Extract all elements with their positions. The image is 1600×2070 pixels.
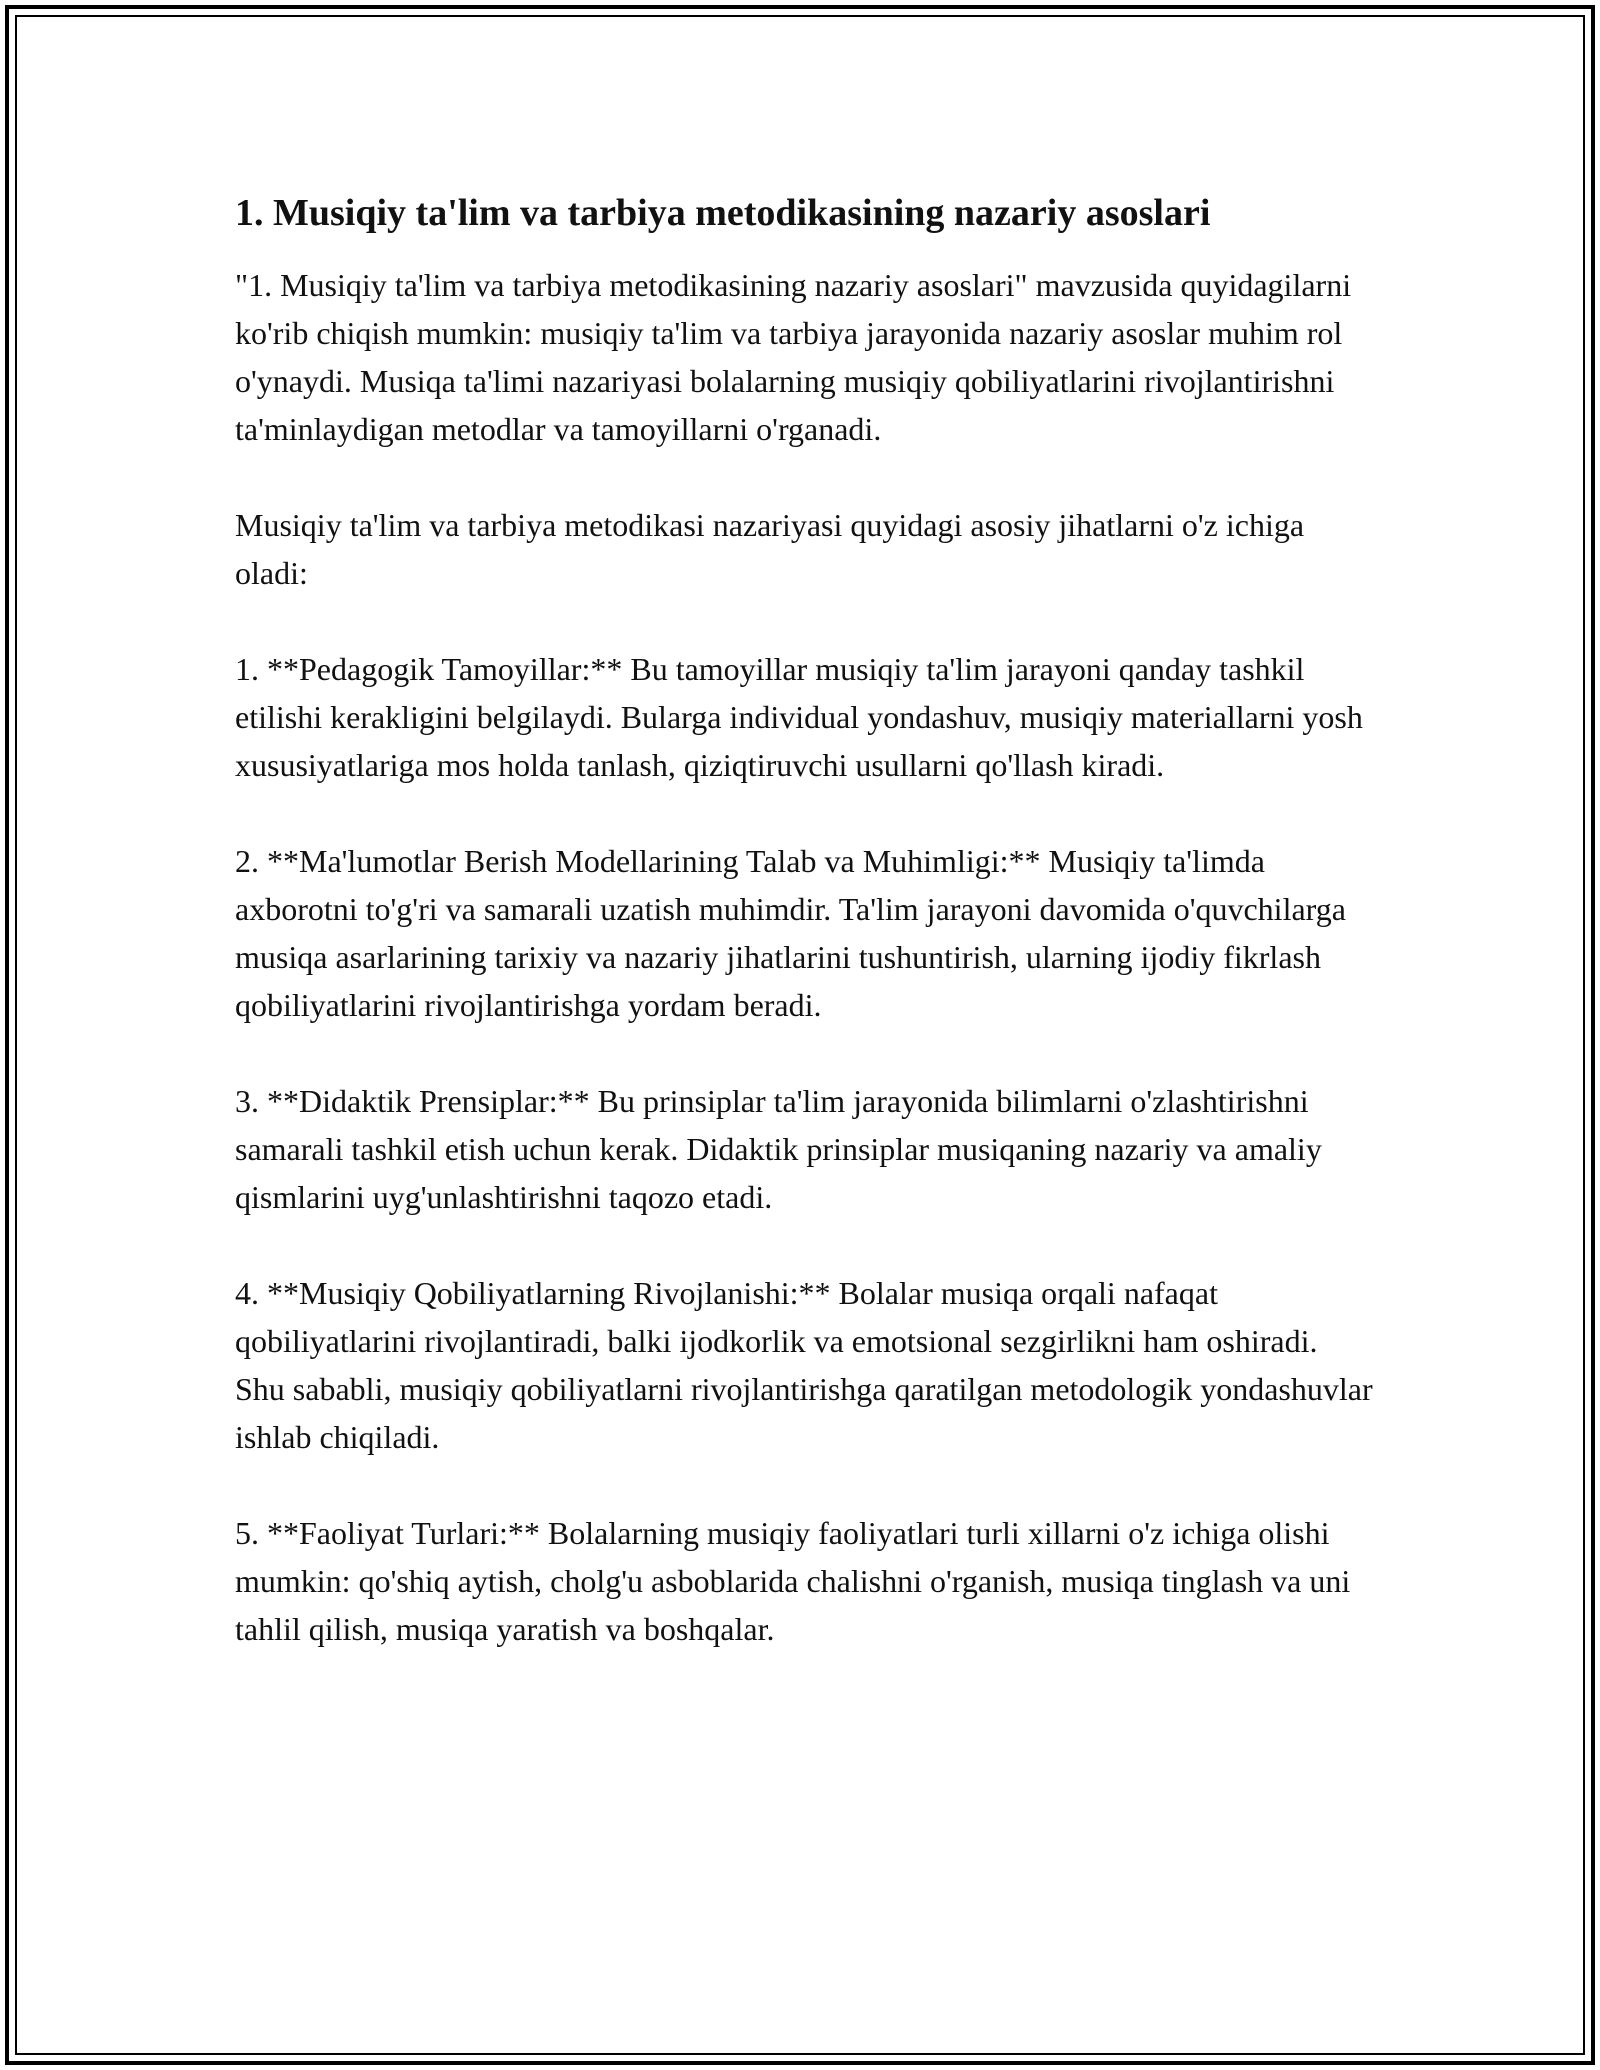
document-title: 1. Musiqiy ta'lim va tarbiya metodikasining nazariy asoslari: [235, 192, 1211, 234]
list-item-pedagogik-tamoyillar: 1. **Pedagogik Tamoyillar:** Bu tamoyillar musiqiy ta'lim jarayoni qanday tashkil etilishi kerakligini belgilaydi. Bularga individual yondashuv, musiqiy materiallarni yosh xususiyatlariga mos holda tanlash, qiziqtiruvchi usullarni qo'llash kiradi.: [235, 651, 1363, 783]
list-item-didaktik-prensiplar: 3. **Didaktik Prensiplar:** Bu prinsiplar ta'lim jarayonida bilimlarni o'zlashtirishni samarali tashkil etish uchun kerak. Didaktik prinsiplar musiqaning nazariy va amaliy qismlarini uyg'unlashtirishni taqozo etadi.: [235, 1083, 1322, 1215]
list-item-musiqiy-qobiliyatlar: 4. **Musiqiy Qobiliyatlarning Rivojlanishi:** Bolalar musiqa orqali nafaqat qobiliyatlarini rivojlantiradi, balki ijodkorlik va emotsional sezgirlikni ham oshiradi. Shu sababli, musiqiy qobiliyatlarni rivojlantirishga qaratilgan metodologik yondashuvlar ishlab chiqiladi.: [235, 1275, 1373, 1455]
list-item-malumotlar-berish: 2. **Ma'lumotlar Berish Modellarining Talab va Muhimligi:** Musiqiy ta'limda axborotni to'g'ri va samarali uzatish muhimdir. Ta'lim jarayoni davomida o'quvchilarga musiqa asarlarining tarixiy va nazariy jihatlarini tushuntirish, ularning ijodiy fikrlash qobiliyatlarini rivojlantirishga yordam beradi.: [235, 843, 1346, 1023]
intro-paragraph: "1. Musiqiy ta'lim va tarbiya metodikasining nazariy asoslari" mavzusida quyidagilarni ko'rib chiqish mumkin: musiqiy ta'lim va tarbiya jarayonida nazariy asoslar muhim rol o'ynaydi. Musiqa ta'limi nazariyasi bolalarning musiqiy qobiliyatlarini rivojlantirishni ta'minlaydigan metodlar va tamoyillarni o'rganadi.: [235, 267, 1352, 447]
document-body: [235, 185, 1375, 1701]
list-item-faoliyat-turlari: 5. **Faoliyat Turlari:** Bolalarning musiqiy faoliyatlari turli xillarni o'z ichiga olishi mumkin: qo'shiq aytish, cholg'u asboblarida chalishni o'rganish, musiqa tinglash va uni tahlil qilish, musiqa yaratish va boshqalar.: [235, 1515, 1351, 1647]
aspects-intro-paragraph: Musiqiy ta'lim va tarbiya metodikasi nazariyasi quyidagi asosiy jihatlarni o'z ichiga oladi:: [235, 507, 1305, 591]
